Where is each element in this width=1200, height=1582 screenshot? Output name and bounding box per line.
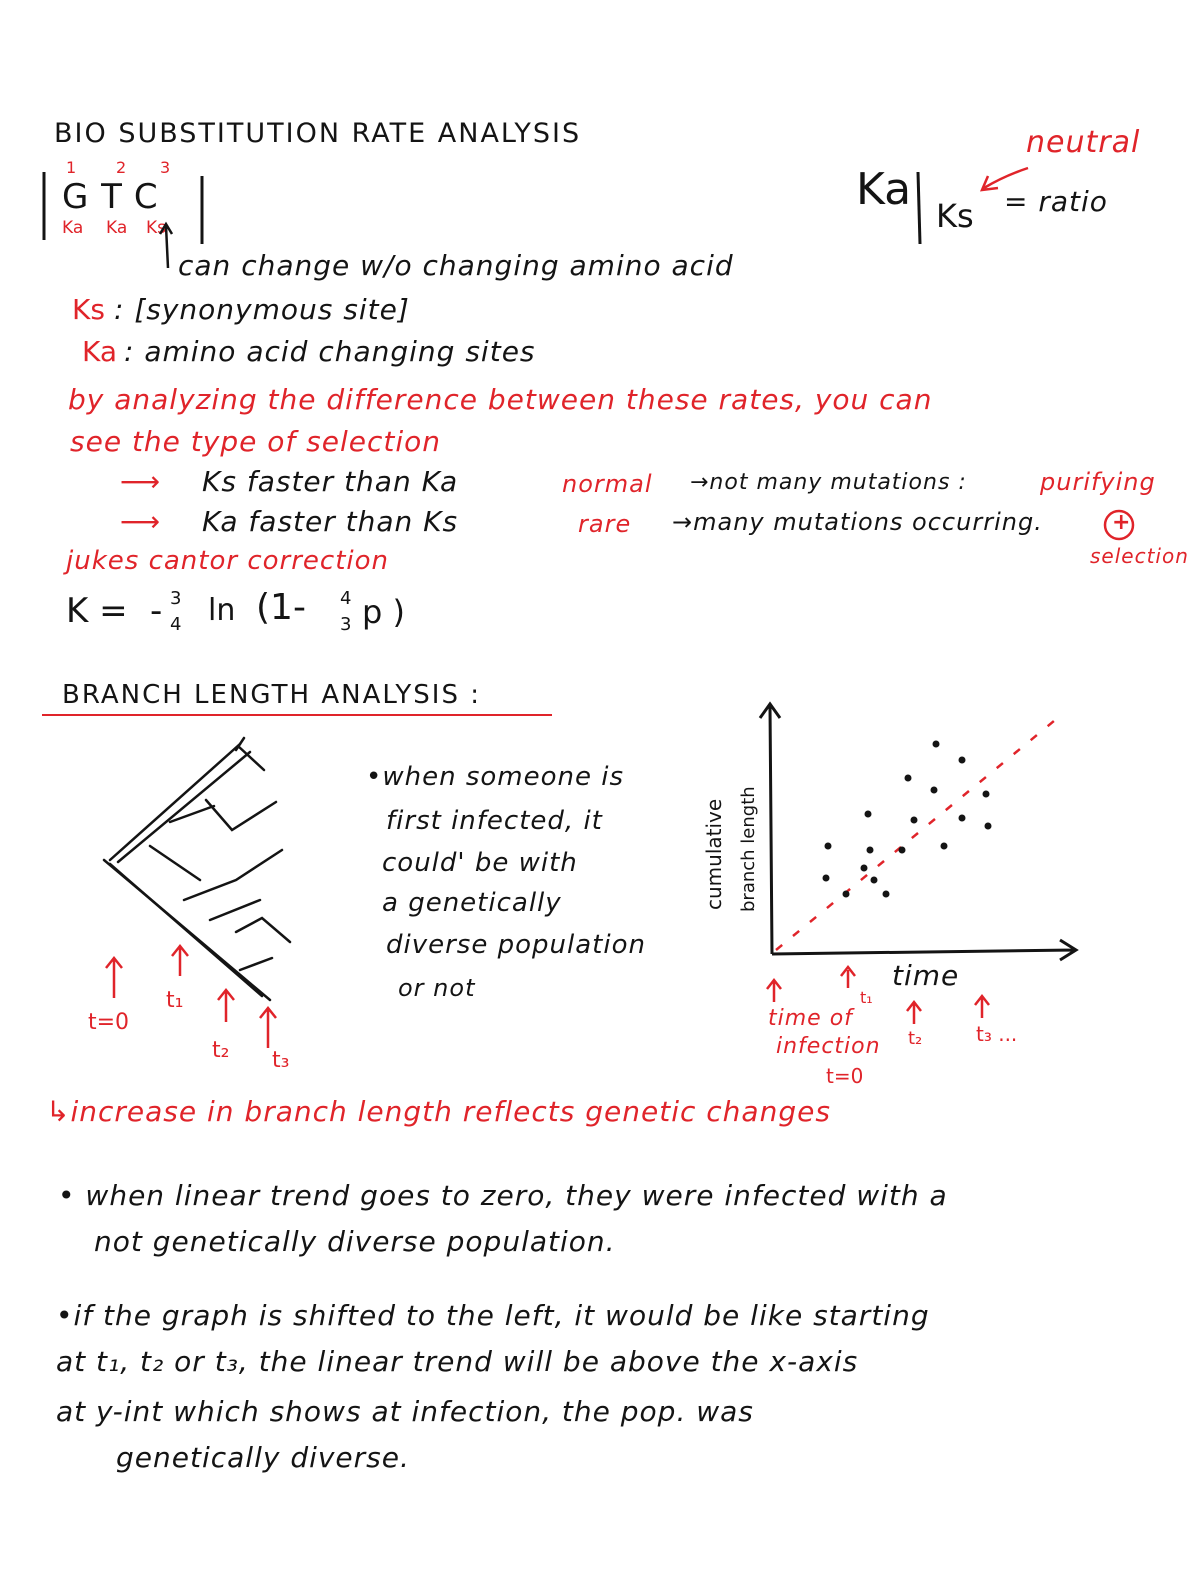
- note2-line2: at t₁, t₂ or t₃, the linear trend will be above the x-axis: [56, 1345, 859, 1378]
- comparison-1-arrow: ⟶: [120, 465, 161, 498]
- graph-annot-t2: t₂: [908, 1028, 923, 1049]
- graph-y-axis: [760, 704, 780, 954]
- infection-note-line5: diverse population: [386, 930, 646, 960]
- codon-note: can change w/o changing amino acid: [178, 249, 734, 282]
- tree-branch-main: [104, 860, 270, 1000]
- tree-leaf-3: [184, 850, 282, 900]
- def-ks-term: Ks: [72, 293, 105, 326]
- comparison-2-arrow: ⟶: [120, 505, 161, 538]
- comparison-1-tag: normal: [562, 470, 653, 498]
- branch-length-conclusion: ↳increase in branch length reflects genetic changes: [46, 1095, 831, 1128]
- graph-scatter-points: [823, 741, 992, 898]
- scatter-point: [883, 891, 890, 898]
- graph-trend-line: [776, 716, 1060, 950]
- formula-inner-end: p ): [362, 593, 405, 631]
- graph-x-axis: [772, 940, 1076, 960]
- scatter-point: [959, 757, 966, 764]
- graph-arrow-t3: [975, 996, 989, 1018]
- scatter-point: [867, 847, 874, 854]
- formula-ln: ln: [208, 593, 236, 628]
- comparison-2-text: Ka faster than Ks: [202, 505, 459, 538]
- formula-lhs: K =: [66, 591, 128, 631]
- scatter-point: [905, 775, 912, 782]
- comparison-1-text: Ks faster than Ka: [202, 465, 459, 498]
- tree-time-arrows: [106, 946, 276, 1048]
- comparison-2-plus: +: [1112, 510, 1131, 535]
- codon-bases: GTC: [62, 177, 172, 217]
- note1-line1: • when linear trend goes to zero, they were infected with a: [58, 1179, 948, 1212]
- ratio-equals: = ratio: [1004, 185, 1108, 218]
- graph-arrow-t1: [841, 967, 855, 988]
- ratio-numerator: Ka: [856, 164, 912, 215]
- scatter-point: [959, 815, 966, 822]
- ratio-slash: [918, 172, 920, 244]
- codon-site-label-1: Ka: [62, 218, 84, 238]
- comparison-2-result: →many mutations occurring.: [672, 508, 1043, 536]
- infection-note-line4: a genetically: [382, 888, 562, 918]
- formula-frac1-den: 4: [170, 614, 182, 635]
- tree-leaf-2: [206, 800, 276, 830]
- scatter-point: [871, 877, 878, 884]
- selection-note-line1: by analyzing the difference between these rates, you can: [68, 383, 933, 416]
- tree-label-t3: t₃: [272, 1048, 290, 1073]
- formula-sign: -: [150, 591, 163, 631]
- tree-branch-5: [240, 958, 272, 970]
- infection-label-line2: infection: [776, 1034, 881, 1059]
- graph-annot-t1: t₁: [860, 988, 873, 1007]
- comparison-2-tag: rare: [578, 510, 632, 538]
- codon-position-1: 1: [66, 158, 77, 177]
- graph-xlabel: time: [892, 959, 960, 992]
- formula-frac2-num: 4: [340, 588, 352, 609]
- graph-axes: [760, 704, 1076, 960]
- comparison-1-result: →not many mutations :: [690, 470, 967, 495]
- tree-branch-2: [170, 806, 214, 822]
- formula-frac1-num: 3: [170, 588, 182, 609]
- infection-note-line3: could' be with: [382, 848, 578, 878]
- scatter-point: [843, 891, 850, 898]
- neutral-label: neutral: [1026, 125, 1141, 160]
- graph-ylabel-line1: cumulative: [702, 798, 726, 910]
- scatter-point: [861, 865, 868, 872]
- tree-leaf-4: [236, 918, 290, 942]
- page-title: BIO SUBSTITUTION RATE ANALYSIS: [54, 118, 582, 149]
- graph-annot-t3: t₃ ...: [976, 1022, 1018, 1046]
- tree-arrow-t3: [260, 1008, 276, 1048]
- tree-branch-3: [150, 846, 200, 880]
- tree-arrow-t2: [218, 990, 234, 1022]
- note1-line2: not genetically diverse population.: [94, 1225, 616, 1258]
- tree-branch-top: [110, 744, 240, 860]
- scatter-point: [911, 817, 918, 824]
- tree-leaf-1b: [236, 738, 244, 750]
- codon-position-3: 3: [160, 158, 171, 177]
- infection-note-line1: •when someone is: [366, 762, 625, 792]
- scatter-point: [865, 811, 872, 818]
- phylogenetic-tree: [104, 738, 290, 1000]
- tree-label-t1: t₁: [166, 988, 184, 1013]
- tree-branch-main-2: [110, 864, 262, 996]
- scatter-point: [933, 741, 940, 748]
- def-ka-text: : amino acid changing sites: [124, 335, 536, 368]
- scatter-point: [941, 843, 948, 850]
- infection-label-line1: time of: [768, 1006, 853, 1031]
- tree-branch-4: [210, 900, 260, 920]
- note2-line1: •if the graph is shifted to the left, it would be like starting: [56, 1299, 930, 1332]
- codon-site-label-3: Ks: [146, 218, 167, 238]
- comparison-2-selection: selection: [1090, 544, 1189, 568]
- formula-frac2-den: 3: [340, 614, 352, 635]
- graph-ylabel-line2: branch length: [738, 786, 759, 912]
- scatter-point: [825, 843, 832, 850]
- scatter-point: [823, 875, 830, 882]
- branch-length-title-underline: [42, 714, 552, 716]
- tree-arrow-t0: [106, 958, 122, 998]
- tree-label-t2: t₂: [212, 1038, 230, 1063]
- comparison-1-selection: purifying: [1040, 468, 1156, 496]
- def-ka-term: Ka: [82, 335, 118, 368]
- graph-arrow-t2: [907, 1002, 921, 1024]
- formula-inner-start: (1-: [256, 587, 306, 628]
- infection-note-line2: first infected, it: [386, 806, 603, 836]
- tree-branch-top-2: [118, 752, 250, 862]
- codon-site-label-2: Ka: [106, 218, 128, 238]
- scatter-point: [899, 847, 906, 854]
- jukes-cantor-title: jukes cantor correction: [66, 546, 390, 576]
- tree-arrow-t1: [172, 946, 188, 976]
- tree-leaf-1: [238, 746, 264, 770]
- tree-label-t0: t=0: [88, 1010, 130, 1035]
- infection-note-line6: or not: [398, 974, 476, 1002]
- graph-arrow-t0: [767, 980, 781, 1002]
- ratio-denominator: Ks: [936, 197, 974, 235]
- scatter-point: [983, 791, 990, 798]
- codon-position-2: 2: [116, 158, 127, 177]
- scatter-point: [985, 823, 992, 830]
- note2-line4: genetically diverse.: [116, 1441, 410, 1474]
- scatter-point: [931, 787, 938, 794]
- infection-label-line3: t=0: [826, 1064, 864, 1088]
- def-ks-text: : [synonymous site]: [114, 293, 410, 326]
- note2-line3: at y-int which shows at infection, the pop. was: [56, 1395, 754, 1428]
- branch-length-title: BRANCH LENGTH ANALYSIS :: [62, 680, 481, 710]
- selection-note-line2: see the type of selection: [70, 425, 441, 458]
